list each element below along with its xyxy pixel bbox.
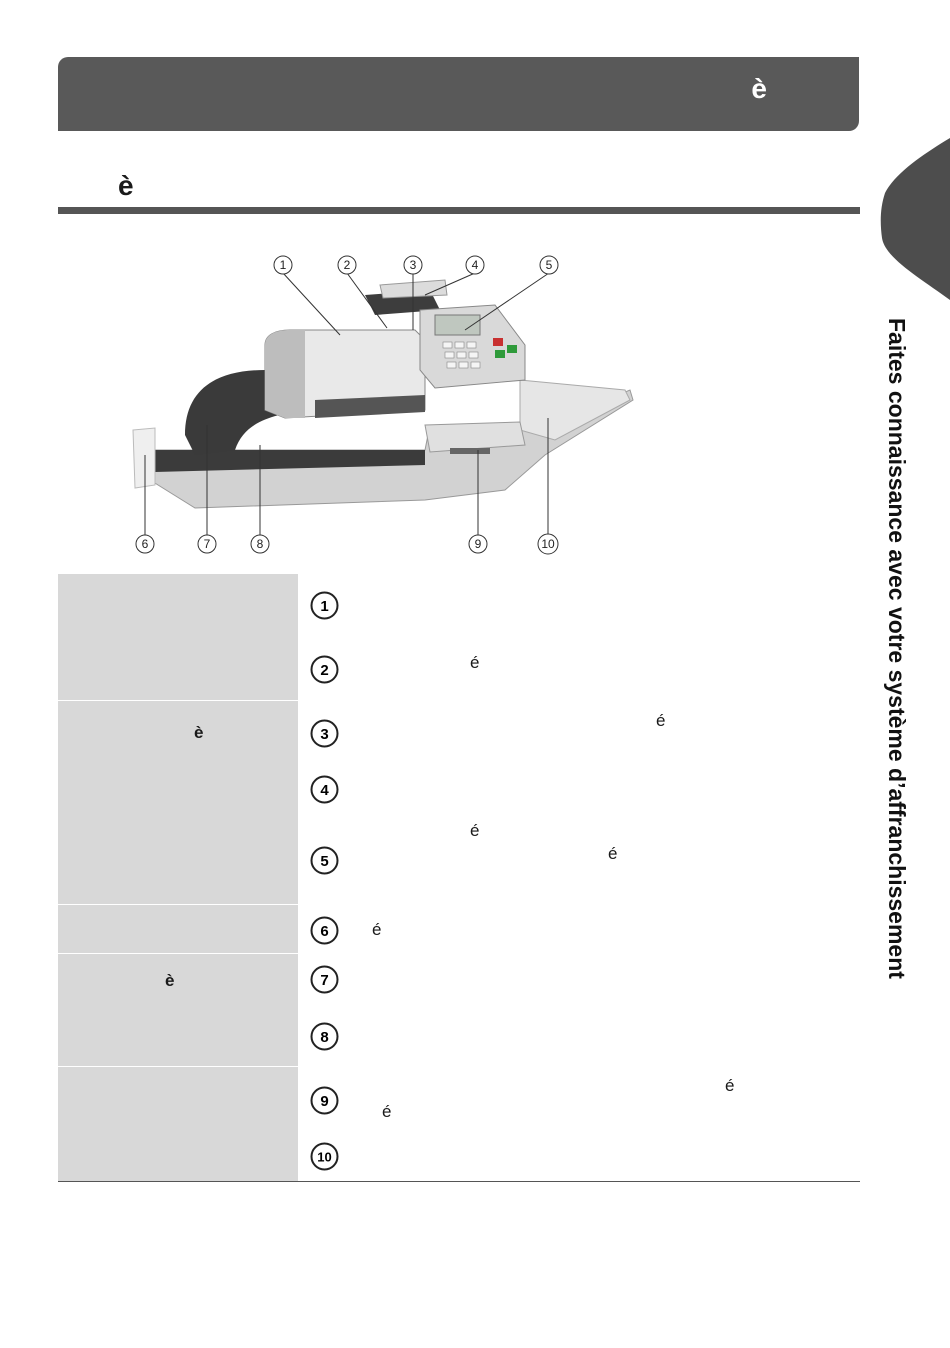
category-cell bbox=[58, 905, 298, 954]
parts-table bbox=[58, 574, 860, 1181]
svg-text:3: 3 bbox=[320, 726, 329, 743]
callouts-bottom bbox=[136, 534, 558, 554]
callout-1 bbox=[274, 256, 292, 274]
category-cell: è bbox=[58, 954, 298, 1067]
callout-4 bbox=[466, 256, 484, 274]
part-item: 9 é é bbox=[310, 1086, 850, 1120]
svg-text:2: 2 bbox=[343, 258, 351, 272]
svg-text:1: 1 bbox=[279, 258, 287, 272]
chapter-tab-icon bbox=[880, 138, 950, 300]
chapter-title: è bbox=[751, 73, 767, 104]
number-badge-icon bbox=[310, 916, 339, 945]
part-item bbox=[310, 965, 850, 999]
part-item: 4 é bbox=[310, 775, 850, 809]
callout-9 bbox=[469, 535, 487, 553]
number-badge-icon bbox=[310, 1142, 339, 1171]
callout-8 bbox=[251, 535, 269, 553]
svg-text:1: 1 bbox=[320, 598, 329, 615]
number-badge-icon bbox=[310, 846, 339, 875]
category-cell: è bbox=[58, 701, 298, 905]
callout-2 bbox=[338, 256, 356, 274]
chapter-header-band bbox=[58, 57, 859, 131]
svg-text:9: 9 bbox=[320, 1093, 329, 1110]
number-badge-icon bbox=[310, 719, 339, 748]
number-badge-icon bbox=[310, 775, 339, 804]
number-badge-icon bbox=[310, 655, 339, 684]
franking-machine-illustration bbox=[125, 250, 645, 560]
part-item bbox=[310, 1142, 850, 1176]
svg-text:7: 7 bbox=[203, 537, 211, 551]
svg-text:5: 5 bbox=[320, 853, 329, 870]
part-item bbox=[310, 591, 850, 625]
section-rule bbox=[58, 207, 860, 214]
svg-text:6: 6 bbox=[141, 537, 149, 551]
part-item: 5 é bbox=[310, 846, 850, 880]
number-badge-icon bbox=[310, 965, 339, 994]
svg-text:2: 2 bbox=[320, 662, 329, 679]
svg-text:8: 8 bbox=[320, 1029, 329, 1046]
category-cell bbox=[58, 1067, 298, 1182]
svg-text:6: 6 bbox=[320, 923, 329, 940]
svg-text:9: 9 bbox=[474, 537, 482, 551]
part-item: 2 é bbox=[310, 655, 850, 689]
section-title: è bbox=[118, 170, 134, 201]
part-item: 6 é bbox=[310, 916, 850, 950]
svg-text:5: 5 bbox=[545, 258, 553, 272]
callout-3 bbox=[404, 256, 422, 274]
number-badge-icon bbox=[310, 591, 339, 620]
callout-7 bbox=[198, 535, 216, 553]
svg-text:8: 8 bbox=[256, 537, 264, 551]
part-item: 3 é bbox=[310, 719, 850, 753]
svg-text:4: 4 bbox=[320, 782, 329, 799]
number-badge-icon bbox=[310, 1086, 339, 1115]
svg-text:4: 4 bbox=[471, 258, 479, 272]
callout-10 bbox=[538, 534, 558, 554]
number-badge-icon bbox=[310, 1022, 339, 1051]
part-item bbox=[310, 1022, 850, 1056]
callouts-top bbox=[274, 256, 558, 274]
svg-text:7: 7 bbox=[320, 972, 329, 989]
svg-text:10: 10 bbox=[541, 537, 555, 551]
svg-text:10: 10 bbox=[317, 1149, 332, 1165]
vertical-chapter-title: Faites connaissance avec votre système d’affranchissement bbox=[884, 318, 910, 979]
callout-6 bbox=[136, 535, 154, 553]
svg-text:3: 3 bbox=[409, 258, 417, 272]
callout-5 bbox=[540, 256, 558, 274]
bottom-rule bbox=[58, 1181, 860, 1182]
category-cell bbox=[58, 574, 298, 701]
